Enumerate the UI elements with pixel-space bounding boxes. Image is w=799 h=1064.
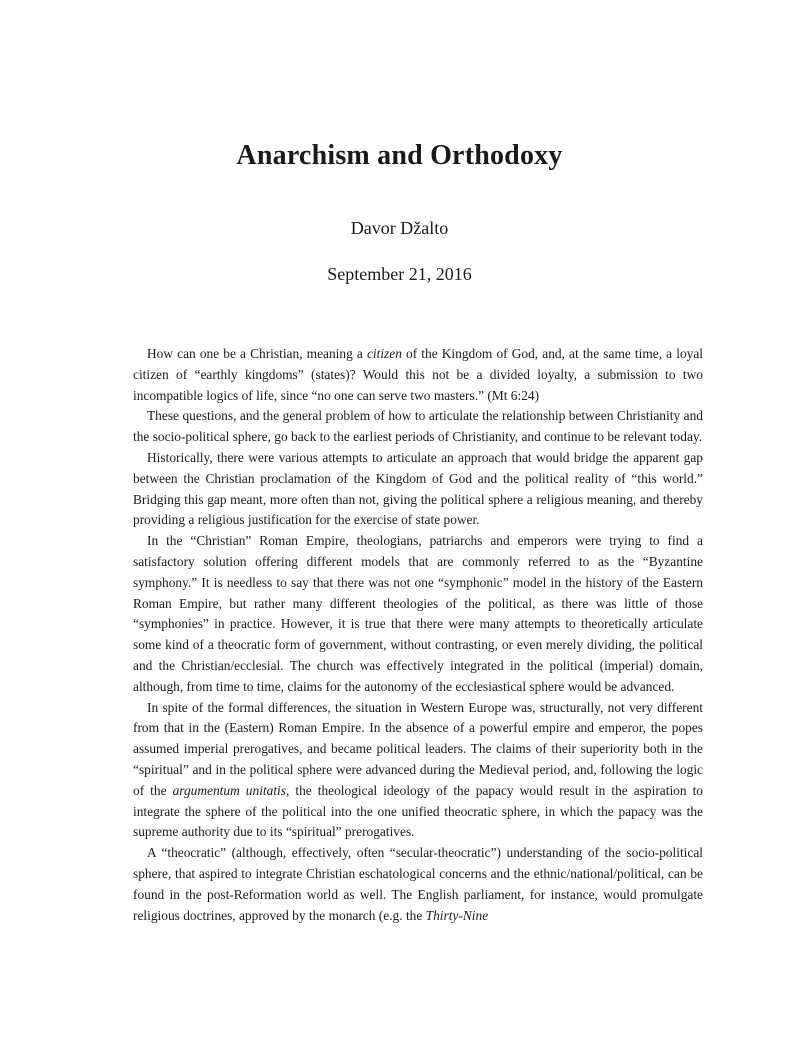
document-author: Davor Džalto — [350, 218, 449, 238]
document-body — [133, 344, 703, 926]
body-paragraph — [133, 448, 703, 531]
emphasized-text: Thirty-Nine — [425, 907, 489, 923]
paragraph-text: How can one be a Christian, meaning a — [147, 346, 367, 361]
body-paragraph — [133, 406, 703, 448]
body-paragraph — [133, 843, 703, 926]
emphasized-text: argumentum unitatis — [172, 782, 286, 798]
paragraph-text: , the theological ideology of the papacy would result in the aspiration to integrate the sphere of the political into the one unified theocratic sphere, in which the papacy was the supreme authority due to its “spiritual” prerogatives. — [133, 782, 703, 840]
paragraph-text: In spite of the formal differences, the situation in Western Europe was, structurally, not very different from that in the (Eastern) Roman Empire. In the absence of a powerful empire and emperor, the popes assumed imperial prerogatives, and became political leaders. The claims of their superiority both in the “spiritual” and in the political sphere were advanced during the Medieval period, and, following the logic of the — [133, 699, 703, 798]
document-title: Anarchism and Orthodoxy — [236, 140, 563, 171]
paragraph-text: A “theocratic” (although, effectively, often “secular-theocratic”) understanding of the socio-political sphere, that aspired to integrate Christian eschatological concerns and the ethnic/national/political, can be found in the post-Reformation world as well. The English parliament, for instance, would promulgate religious doctrines, approved by the monarch (e.g. the — [133, 845, 703, 923]
paragraph-text: of the Kingdom of God, and, at the same time, a loyal citizen of “earthly kingdoms” (states)? Would this not be a divided loyalty, a submission to two incompatible logics of life, since “no one can serve two masters.” (Mt 6:24) — [133, 346, 704, 403]
emphasized-text: citizen — [366, 346, 402, 361]
document-date: September 21, 2016 — [327, 264, 472, 284]
body-paragraph — [133, 698, 703, 844]
paragraph-text: In the “Christian” Roman Empire, theologians, patriarchs and emperors were trying to find a satisfactory solution offering different models that are commonly referred to as the “Byzantine symphony.” It is needless to say that there was not one “symphonic” model in the history of the Eastern Roman Empire, but rather many different theologies of the political, as there was little of those “symphonies” in practice. However, it is true that there were many attempts to theoretically articulate some kind of a theocratic form of government, without contrasting, or even merely dividing, the political and the Christian/ecclesial. The church was effectively integrated in the political (imperial) domain, although, from time to time, claims for the autonomy of the ecclesiastical sphere would be advanced. — [133, 533, 703, 694]
body-paragraph — [133, 531, 703, 697]
paragraph-text: These questions, and the general problem of how to articulate the relationship between Christianity and the socio-political sphere, go back to the earliest periods of Christianity, and continue to be relevant today. — [133, 408, 703, 445]
body-paragraph — [133, 344, 703, 406]
paragraph-text: Historically, there were various attempts to articulate an approach that would bridge the apparent gap between the Christian proclamation of the Kingdom of God and the political reality of “this world.” Bridging this gap meant, more often than not, giving the political sphere a religious meaning, and thereby providing a religious justification for the exercise of state power. — [133, 449, 703, 528]
